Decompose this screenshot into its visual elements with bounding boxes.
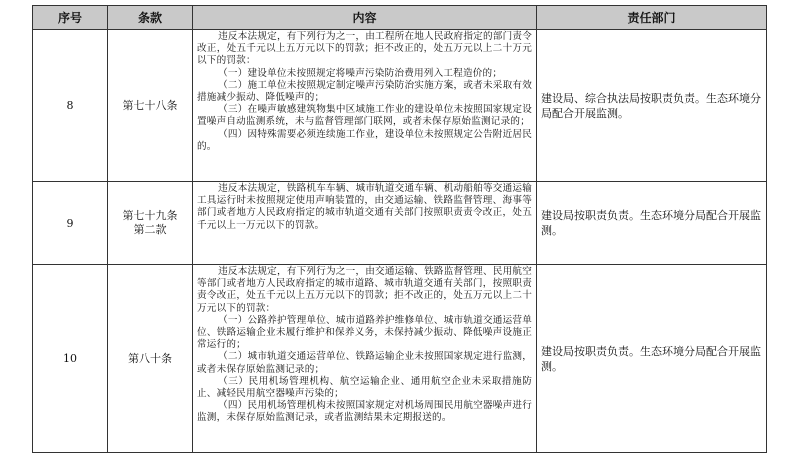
row-article [108, 182, 193, 265]
row-content [193, 30, 537, 182]
header-article: 条款 [108, 6, 193, 30]
content-paragraph: （三）在噪声敏感建筑物集中区域施工作业的建设单位未按照国家规定设置噪声自动监测系统，未与监督管理部门联网，或者未保存原始监测记录的； [197, 104, 532, 128]
row-article [108, 265, 193, 453]
row-number: 9 [33, 182, 108, 265]
header-no: 序号 [33, 6, 108, 30]
row-content [193, 182, 537, 265]
content-paragraph: （一）公路养护管理单位、城市道路养护维修单位、城市轨道交通运营单位、铁路运输企业未履行维护和保养义务，未保持减少振动、降低噪声设施正常运行的； [197, 314, 532, 351]
content-paragraph: 违反本法规定，有下列行为之一，由工程所在地人民政府指定的部门责令改正，处五千元以上五万元以下的罚款；拒不改正的，处五万元以上二十万元以下的罚款： [197, 31, 532, 67]
content-paragraph: （三）民用机场管理机构、航空运输企业、通用航空企业未采取措施防止、减轻民用航空器噪声污染的； [197, 375, 532, 400]
content-paragraph: （四）民用机场管理机构未按照国家规定对机场周围民用航空器噪声进行监测，未保存原始监测记录，或者监测结果未定期报送的。 [197, 400, 532, 424]
table-row [33, 30, 767, 182]
responsibility-table [32, 5, 767, 453]
content-paragraph: （二）施工单位未按照规定制定噪声污染防治实施方案，或者未采取有效措施减少振动、降低噪声的； [197, 79, 532, 104]
content-paragraph: 违反本法规定，铁路机车车辆、城市轨道交通车辆、机动船舶等交通运输工具运行时未按照规定使用声响装置的，由交通运输、铁路监督管理、海事等部门或者地方人民政府指定的城市轨道交通有关部门按照职责责令改正，处五千元以上一万元以下的罚款。 [197, 183, 532, 231]
header-dept: 责任部门 [537, 6, 767, 30]
article-line: 第七十八条 [122, 98, 178, 112]
header-content: 内容 [193, 6, 537, 30]
content-paragraph: （一）建设单位未按照规定将噪声污染防治费用列入工程造价的； [218, 67, 503, 79]
article-line: 第二款 [133, 223, 167, 236]
row-dept: 建设局按职责负责。生态环境分局配合开展监测。 [537, 265, 767, 453]
content-paragraph: （二）城市轨道交通运营单位、铁路运输企业未按照国家规定进行监测，或者未保存原始监测记录的； [197, 351, 532, 375]
row-number: 8 [33, 30, 108, 182]
table-row [33, 265, 767, 453]
table-row [33, 182, 767, 265]
table-header-row [33, 6, 767, 30]
row-dept: 建设局按职责负责。生态环境分局配合开展监测。 [537, 182, 767, 265]
content-paragraph: 违反本法规定，有下列行为之一，由交通运输、铁路监督管理、民用航空等部门或者地方人民政府指定的城市道路、城市轨道交通有关部门，按照职责责令改正，处五千元以上五万元以下的罚款；拒不改正的，处五万元以上二十万元以下的罚款： [197, 266, 532, 314]
row-number: 10 [33, 265, 108, 453]
article-line: 第七十九条 [122, 209, 178, 222]
content-paragraph: （四）因特殊需要必须连续施工作业，建设单位未按照规定公告附近居民的。 [197, 128, 532, 152]
row-content [193, 265, 537, 453]
article-line: 第八十条 [128, 351, 172, 365]
row-dept: 建设局、综合执法局按职责负责。生态环境分局配合开展监测。 [537, 30, 767, 182]
row-article [108, 30, 193, 182]
